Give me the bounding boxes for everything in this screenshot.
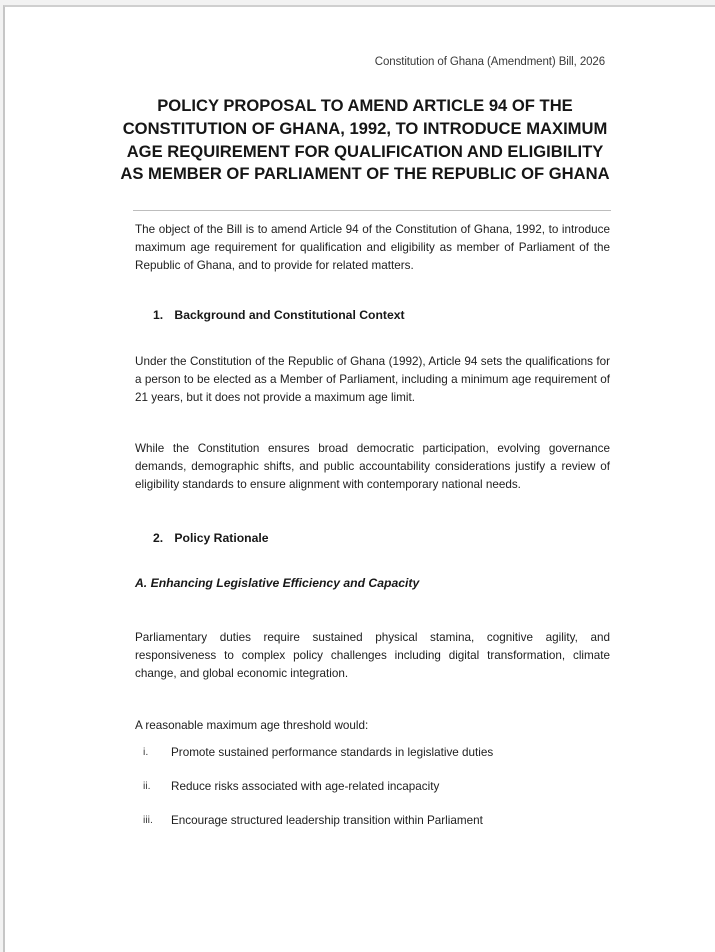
background-paragraph: Under the Constitution of the Republic of Ghana (1992), Article 94 sets the qualifications for a person to be elected as a Member of Parliament, including a minimum age requirement of 21 years, but it does not provide a maximum age limit. — [135, 355, 610, 405]
document-page — [3, 5, 715, 952]
rationale-paragraph: Parliamentary duties require sustained physical stamina, cognitive agility, and responsiveness to complex policy challenges including digital transformation, climate change, and global economic integration. — [135, 631, 610, 681]
list-item — [135, 780, 439, 793]
list-item-text: Promote sustained performance standards in legislative duties — [171, 746, 494, 759]
list-intro: A reasonable maximum age threshold would: — [135, 719, 369, 732]
list-item-text: Encourage structured leadership transition within Parliament — [171, 814, 483, 827]
title-divider — [133, 210, 611, 211]
section-number: 1. — [153, 308, 164, 322]
section-number: 2. — [153, 531, 164, 545]
list-marker: iii. — [143, 814, 153, 826]
document-title: POLICY PROPOSAL TO AMEND ARTICLE 94 OF THE CONSTITUTION OF GHANA, 1992, TO INTRODUCE MAXIMUM AGE REQUIREMENT FOR QUALIFICATION AND ELIGIBILITY AS MEMBER OF PARLIAMENT OF THE REPUBLIC OF GHANA — [120, 96, 610, 184]
section-heading-background — [153, 308, 405, 322]
subsection-heading: A. Enhancing Legislative Efficiency and Capacity — [135, 576, 420, 590]
list-marker: ii. — [143, 780, 151, 792]
list-item — [135, 814, 483, 827]
list-marker: i. — [143, 746, 149, 758]
background-paragraph: While the Constitution ensures broad democratic participation, evolving governance demands, demographic shifts, and public accountability considerations justify a review of eligibility standards to ensure alignment with contemporary national needs. — [135, 442, 610, 492]
list-item-text: Reduce risks associated with age-related incapacity — [171, 780, 440, 793]
section-heading-policy-rationale — [153, 531, 269, 545]
running-header: Constitution of Ghana (Amendment) Bill, 2026 — [374, 56, 605, 68]
object-paragraph: The object of the Bill is to amend Article 94 of the Constitution of Ghana, 1992, to introduce maximum age requirement for qualification and eligibility as member of Parliament of the Republic of Ghana, and to provide for related matters. — [135, 223, 610, 273]
list-item — [135, 746, 493, 759]
section-heading-text: Background and Constitutional Context — [174, 308, 405, 322]
section-heading-text: Policy Rationale — [174, 531, 269, 545]
